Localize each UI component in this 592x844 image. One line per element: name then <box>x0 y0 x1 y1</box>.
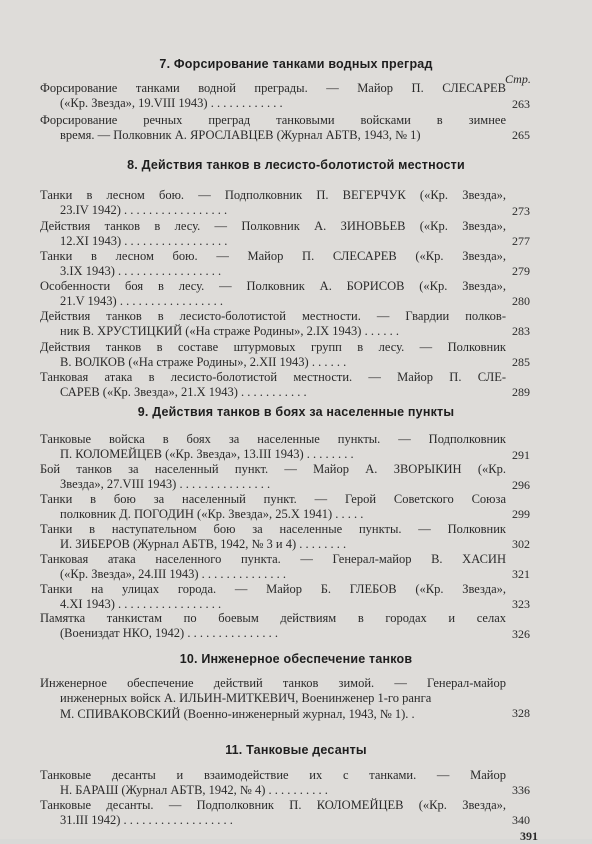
entry-line: Танки в лесном бою. — Майор П. СЛЕСАРЕВ («Кр. Звезда», <box>40 249 506 263</box>
toc-entry <box>40 219 506 250</box>
toc-entry <box>40 370 506 401</box>
entry-line: Танковая атака населенного пункта. — Генерал-майор В. ХАСИН <box>40 552 506 566</box>
entry-line: 21.V 1943) . . . . . . . . . . . . . . . . . <box>60 294 223 309</box>
entry-line: («Кр. Звезда», 19.VIII 1943) . . . . . . . . . . . . <box>60 96 283 111</box>
page-number: 263 <box>512 97 530 111</box>
entry-line: Танковые десанты и взаимодействие их с танками. — Майор <box>40 768 506 782</box>
page-number: 321 <box>512 567 530 581</box>
toc-entry <box>40 676 506 722</box>
entry-line: 12.XI 1943) . . . . . . . . . . . . . . . . . <box>60 234 228 249</box>
toc-entry <box>40 113 506 144</box>
page-number: 289 <box>512 385 530 399</box>
entry-line: полковник Д. ПОГОДИН («Кр. Звезда», 25.X 1941) . . . . . <box>60 507 364 522</box>
toc-entry <box>40 552 506 583</box>
footer-page-number: 391 <box>520 829 538 843</box>
section-title: 9. Действия танков в боях за населенные пункты <box>137 405 455 419</box>
page-number: 285 <box>512 355 530 369</box>
entry-line: Танковые войска в боях за населенные пункты. — Подполковник <box>40 432 506 446</box>
entry-line: инженерных войск А. ИЛЬИН-МИТКЕВИЧ, Военинженер 1-го ранга <box>60 691 432 706</box>
page-number: 328 <box>512 706 530 720</box>
entry-line: (Воениздат НКО, 1942) . . . . . . . . . . . . . . . <box>60 626 278 641</box>
entry-line: Особенности боя в лесу. — Полковник А. БОРИСОВ («Кр. Звезда», <box>40 279 506 293</box>
page-number: 283 <box>512 324 530 338</box>
toc-entry <box>40 492 506 523</box>
toc-entry <box>40 522 506 553</box>
entry-line: Танки на улицах города. — Майор Б. ГЛЕБОВ («Кр. Звезда», <box>40 582 506 596</box>
entry-line: 23.IV 1942) . . . . . . . . . . . . . . . . . <box>60 203 228 218</box>
page-number: 299 <box>512 507 530 521</box>
page-number: 265 <box>512 128 530 142</box>
page-number: 280 <box>512 294 530 308</box>
toc-entry <box>40 249 506 280</box>
entry-line: 31.III 1942) . . . . . . . . . . . . . . . . . . <box>60 813 233 828</box>
toc-entry <box>40 768 506 799</box>
entry-line: Действия танков в лесисто-болотистой местности. — Гвардии полков- <box>40 309 506 323</box>
entry-line: Танки в лесном бою. — Подполковник П. ВЕГЕРЧУК («Кр. Звезда», <box>40 188 506 202</box>
page-number: 340 <box>512 813 530 827</box>
toc-entry <box>40 798 506 829</box>
toc-entry <box>40 432 506 463</box>
toc-entry <box>40 340 506 371</box>
entry-line: 3.IX 1943) . . . . . . . . . . . . . . . . . <box>60 264 222 279</box>
page-number: 336 <box>512 783 530 797</box>
section-title: 10. Инженерное обеспечение танков <box>179 652 413 666</box>
entry-line: Действия танков в составе штурмовых групп в лесу. — Полковник <box>40 340 506 354</box>
entry-line: САРЕВ («Кр. Звезда», 21.X 1943) . . . . . . . . . . . <box>60 385 307 400</box>
toc-entry <box>40 462 506 493</box>
toc-entry <box>40 81 506 112</box>
entry-line: В. ВОЛКОВ («На страже Родины», 2.XII 1943) . . . . . . <box>60 355 347 370</box>
page-number: 323 <box>512 597 530 611</box>
entry-line: Танки в бою за населенный пункт. — Герой Советского Союза <box>40 492 506 506</box>
toc-entry <box>40 611 506 642</box>
page-number: 277 <box>512 234 530 248</box>
section-title: 7. Форсирование танками водных преград <box>159 57 433 71</box>
page-number: 326 <box>512 627 530 641</box>
entry-line: («Кр. Звезда», 24.III 1943) . . . . . . . . . . . . . . <box>60 567 287 582</box>
entry-line: Н. БАРАШ (Журнал АБТВ, 1942, № 4) . . . . . . . . . . <box>60 783 328 798</box>
entry-line: Форсирование речных преград танковыми войсками в зимнее <box>40 113 506 127</box>
entry-line: Инженерное обеспечение действий танков зимой. — Генерал-майор <box>40 676 506 690</box>
page-number: 273 <box>512 204 530 218</box>
toc-entry <box>40 188 506 219</box>
entry-line: И. ЗИБЕРОВ (Журнал АБТВ, 1942, № 3 и 4) . . . . . . . . <box>60 537 347 552</box>
page-number: 296 <box>512 478 530 492</box>
entry-line: Звезда», 27.VIII 1943) . . . . . . . . . . . . . . . <box>60 477 271 492</box>
toc-entry <box>40 582 506 613</box>
entry-line: Танковая атака в лесисто-болотистой местности. — Майор П. СЛЕ- <box>40 370 506 384</box>
entry-line: М. СПИВАКОВСКИЙ (Военно-инженерный журнал, 1943, № 1). . <box>60 706 415 721</box>
entry-line: 4.XI 1943) . . . . . . . . . . . . . . . . . <box>60 597 222 612</box>
section-title: 11. Танковые десанты <box>225 743 367 757</box>
page-column-label: Стр. <box>505 72 531 86</box>
toc-entry <box>40 309 506 340</box>
entry-line: ник В. ХРУСТИЦКИЙ («На страже Родины», 2.IX 1943) . . . . . . <box>60 324 399 339</box>
page-number: 291 <box>512 448 530 462</box>
entry-line: Памятка танкистам по боевым действиям в городах и селах <box>40 611 506 625</box>
entry-line: Форсирование танками водной преграды. — Майор П. СЛЕСАРЕВ <box>40 81 506 95</box>
entry-line: Танковые десанты. — Подполковник П. КОЛОМЕЙЦЕВ («Кр. Звезда», <box>40 798 506 812</box>
page-number: 279 <box>512 264 530 278</box>
entry-line: Танки в наступательном бою за населенные пункты. — Полковник <box>40 522 506 536</box>
toc-entry <box>40 279 506 310</box>
entry-line: Бой танков за населенный пункт. — Майор А. ЗВОРЫКИН («Кр. <box>40 462 506 476</box>
section-title: 8. Действия танков в лесисто-болотистой местности <box>127 158 465 172</box>
page-number: 302 <box>512 537 530 551</box>
entry-line: П. КОЛОМЕЙЦЕВ («Кр. Звезда», 13.III 1943) . . . . . . . . <box>60 447 354 462</box>
entry-line: Действия танков в лесу. — Полковник А. ЗИНОВЬЕВ («Кр. Звезда», <box>40 219 506 233</box>
entry-line: время. — Полковник А. ЯРОСЛАВЦЕВ (Журнал АБТВ, 1943, № 1) <box>60 128 421 143</box>
